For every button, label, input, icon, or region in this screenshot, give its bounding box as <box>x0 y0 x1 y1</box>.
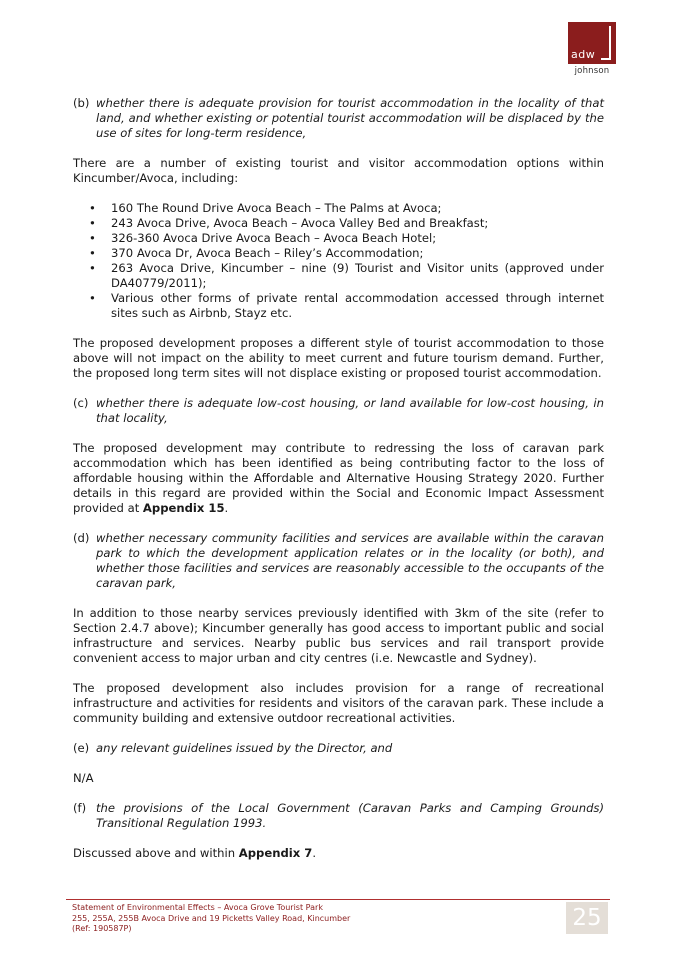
clause-label: (c) <box>73 396 89 410</box>
clause-text: the provisions of the Local Government (Caravan Parks and Camping Grounds) Transitional Regulation 1993. <box>96 801 604 830</box>
logo-letters: adw <box>571 48 596 61</box>
clause-d <box>73 531 604 591</box>
appendix-7-reference: Appendix 7 <box>238 846 313 860</box>
bullet-icon: • <box>89 201 96 215</box>
bullet-icon: • <box>89 231 96 245</box>
page-number: 25 <box>566 902 608 934</box>
footer-address: 255, 255A, 255B Avoca Drive and 19 Picketts Valley Road, Kincumber <box>72 913 351 923</box>
bullet-icon: • <box>89 261 96 275</box>
paragraph-discussed: Discussed above and within Appendix 7. <box>73 846 316 860</box>
clause-text: whether there is adequate provision for tourist accommodation in the locality of that land, and whether existing or potential tourist accommodation will be displaced by the use of sites for long-term residence, <box>96 96 604 140</box>
paragraph-services-access: In addition to those nearby services previously identified with 3km of the site (refer to Section 2.4.7 above); Kincumber generally has good access to important public and social infrastructure and services. Nearby public bus services and rail transport provide convenient access to major urban and city centres (i.e. Newcastle and Sydney). <box>73 606 604 665</box>
logo-frame <box>601 26 611 60</box>
bullet-icon: • <box>89 216 96 230</box>
clause-label: (f) <box>73 801 87 815</box>
bullet-icon: • <box>89 246 96 260</box>
clause-label: (e) <box>73 741 90 755</box>
paragraph-tourism-impact: The proposed development proposes a different style of tourist accommodation to those above will not impact on the ability to meet current and future tourism demand. Further, the proposed long term sites will not displace existing or proposed tourist accommodation. <box>73 336 604 380</box>
clause-c <box>73 396 604 426</box>
paragraph-affordable-housing: The proposed development may contribute to redressing the loss of caravan park accommodation which has been identified as being contributing factor to the loss of affordable housing within the Affordable and Alternative Housing Strategy 2020. Further details in this regard are provided within the Social and Economic Impact Assessment provided at Appendix 15. <box>73 441 604 515</box>
clause-label: (b) <box>73 96 90 110</box>
list-item: • Various other forms of private rental accommodation accessed through internet sites such as Airbnb, Stayz etc. <box>73 291 604 321</box>
list-item: • 160 The Round Drive Avoca Beach – The Palms at Avoca; <box>73 201 604 216</box>
appendix-15-reference: Appendix 15 <box>142 501 225 515</box>
clause-text: any relevant guidelines issued by the Director, and <box>96 741 393 755</box>
clause-f <box>73 801 604 831</box>
list-item: • 263 Avoca Drive, Kincumber – nine (9) Tourist and Visitor units (approved under DA40779/2011); <box>73 261 604 291</box>
clause-text: whether there is adequate low-cost housing, or land available for low-cost housing, in that locality, <box>96 396 604 425</box>
clause-e <box>73 741 604 756</box>
paragraph-accommodation-intro: There are a number of existing tourist and visitor accommodation options within Kincumber/Avoca, including: <box>73 156 604 185</box>
bullet-icon: • <box>89 291 96 305</box>
clause-label: (d) <box>73 531 90 545</box>
logo-wordmark: johnson <box>574 66 610 76</box>
list-item: • 326-360 Avoca Drive Avoca Beach – Avoca Beach Hotel; <box>73 231 604 246</box>
footer-title: Statement of Environmental Effects – Avoca Grove Tourist Park <box>72 903 323 912</box>
paragraph-recreation: The proposed development also includes provision for a range of recreational infrastructure and activities for residents and visitors of the caravan park. These include a community building and extensive outdoor recreational activities. <box>73 681 604 725</box>
footer <box>72 903 350 935</box>
company-logo <box>568 22 616 76</box>
footer-divider <box>66 899 610 900</box>
logo-mark <box>568 22 616 64</box>
clause-text: whether necessary community facilities and services are available within the caravan park to which the development application relates or in the locality (or both), and whether those facilities and services are reasonably accessible to the occupants of the caravan park, <box>96 531 604 590</box>
paragraph-na: N/A <box>73 771 94 785</box>
footer-reference: (Ref: 190587P) <box>72 924 132 933</box>
accommodation-list <box>73 201 604 321</box>
clause-b <box>73 96 604 141</box>
document-body <box>73 96 604 861</box>
list-item: • 370 Avoca Dr, Avoca Beach – Riley’s Accommodation; <box>73 246 604 261</box>
list-item: • 243 Avoca Drive, Avoca Beach – Avoca Valley Bed and Breakfast; <box>73 216 604 231</box>
